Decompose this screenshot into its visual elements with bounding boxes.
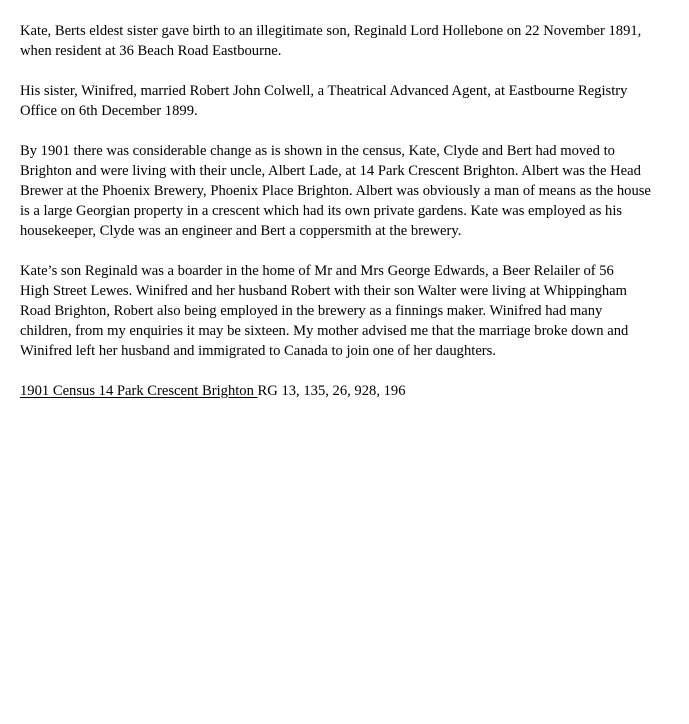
text-line: Winifred left her husband and immigrated to Canada to join one of her daughters. [20,343,496,359]
text-line: His sister, Winifred, married Robert John Colwell, a Theatrical Advanced Agent, at Eastbourne Registry [20,83,628,99]
census-citation: RG 13, 135, 26, 928, 196 [257,383,406,399]
text-line: By 1901 there was considerable change as is shown in the census, Kate, Clyde and Bert had moved to [20,143,615,159]
text-line: Road Brighton, Robert also being employed in the brewery as a finnings maker. Winifred had many [20,303,603,319]
text-line: Kate, Berts eldest sister gave birth to an illegitimate son, Reginald Lord Hollebone on 22 November 1891, [20,23,642,39]
text-line: is a large Georgian property in a crescent which had its own private gardens. Kate was employed as his [20,203,623,219]
paragraph-reginald-winifred [20,261,671,361]
text-line: High Street Lewes. Winifred and her husband Robert with their son Walter were living at Whippingham [20,283,627,299]
paragraph-1901-brighton [20,141,671,241]
census-reference [20,381,671,401]
text-line: when resident at 36 Beach Road Eastbourne. [20,43,282,59]
census-reference-link[interactable]: 1901 Census 14 Park Crescent Brighton [20,383,258,399]
paragraph-reginald-birth [20,21,671,61]
text-line: Brewer at the Phoenix Brewery, Phoenix Place Brighton. Albert was obviously a man of means as the house [20,183,651,199]
paragraph-winifred-marriage [20,81,671,121]
text-line: housekeeper, Clyde was an engineer and Bert a coppersmith at the brewery. [20,223,462,239]
text-line: Brighton and were living with their uncle, Albert Lade, at 14 Park Crescent Brighton. Albert was the Head [20,163,641,179]
census-reference-line [20,381,671,401]
text-line: Kate’s son Reginald was a boarder in the home of Mr and Mrs George Edwards, a Beer Relailer of 56 [20,263,614,279]
text-line: Office on 6th December 1899. [20,103,198,119]
text-line: children, from my enquiries it may be sixteen. My mother advised me that the marriage broke down and [20,323,629,339]
